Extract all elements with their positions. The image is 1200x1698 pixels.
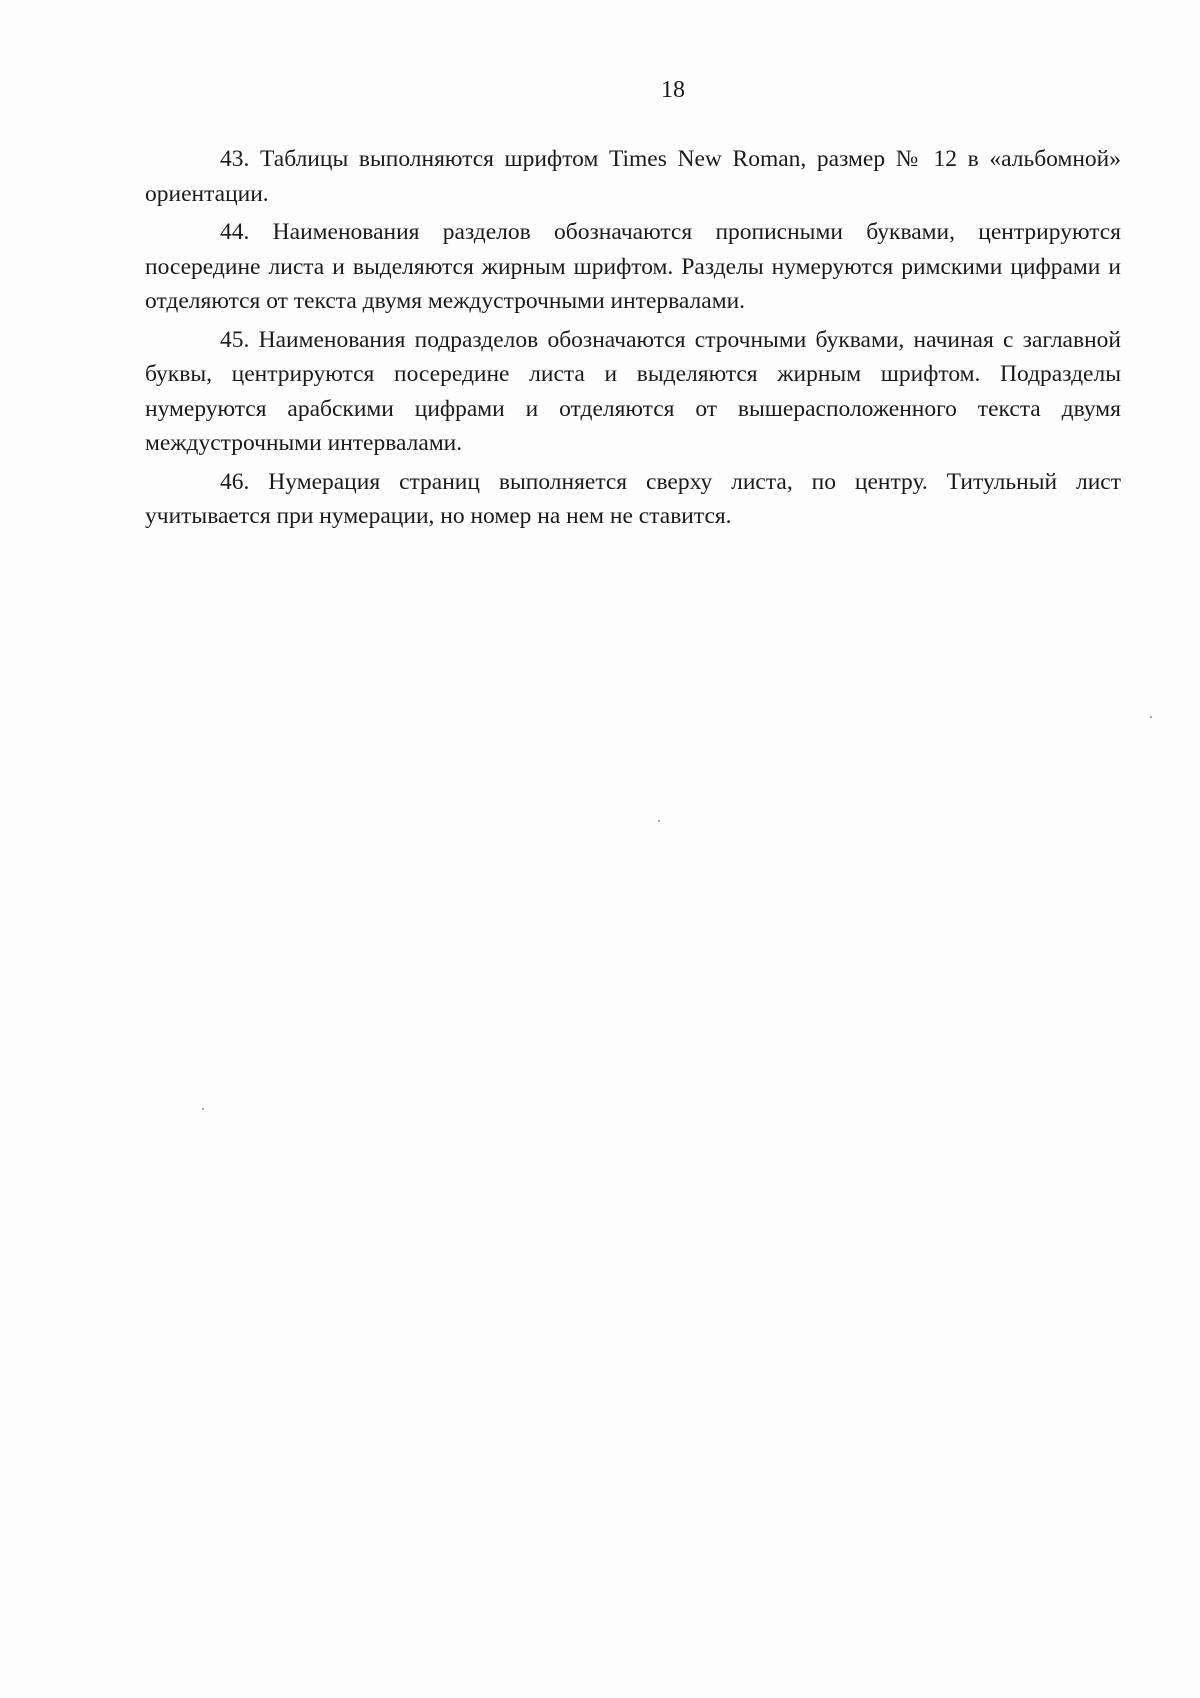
paragraph-45: 45. Наименования подразделов обозначаются строчными буквами, начиная с заглавной буквы, центрируются посередине листа и выделяются жирным шрифтом. Подразделы нумеруются арабскими цифрами и отделяются от вышерасположенного текста двумя междустрочными интервалами. xyxy=(145,326,1121,456)
scan-speck xyxy=(1150,716,1152,718)
page-number: 18 xyxy=(661,77,685,103)
paragraph-44: 44. Наименования разделов обозначаются прописными буквами, центрируются посередине листа и выделяются жирным шрифтом. Разделы нумеруются римскими цифрами и отделяются от текста двумя междустрочными интервалами. xyxy=(145,219,1121,314)
scan-speck xyxy=(658,820,660,822)
scan-speck xyxy=(202,1108,204,1110)
document-body xyxy=(145,142,1121,534)
paragraph-46: 46. Нумерация страниц выполняется сверху листа, по центру. Титульный лист учитывается при нумерации, но номер на нем не ставится. xyxy=(145,468,1121,529)
paragraph-43: 43. Таблицы выполняются шрифтом Times New Roman, размер № 12 в «альбомной» ориентации. xyxy=(145,146,1121,207)
